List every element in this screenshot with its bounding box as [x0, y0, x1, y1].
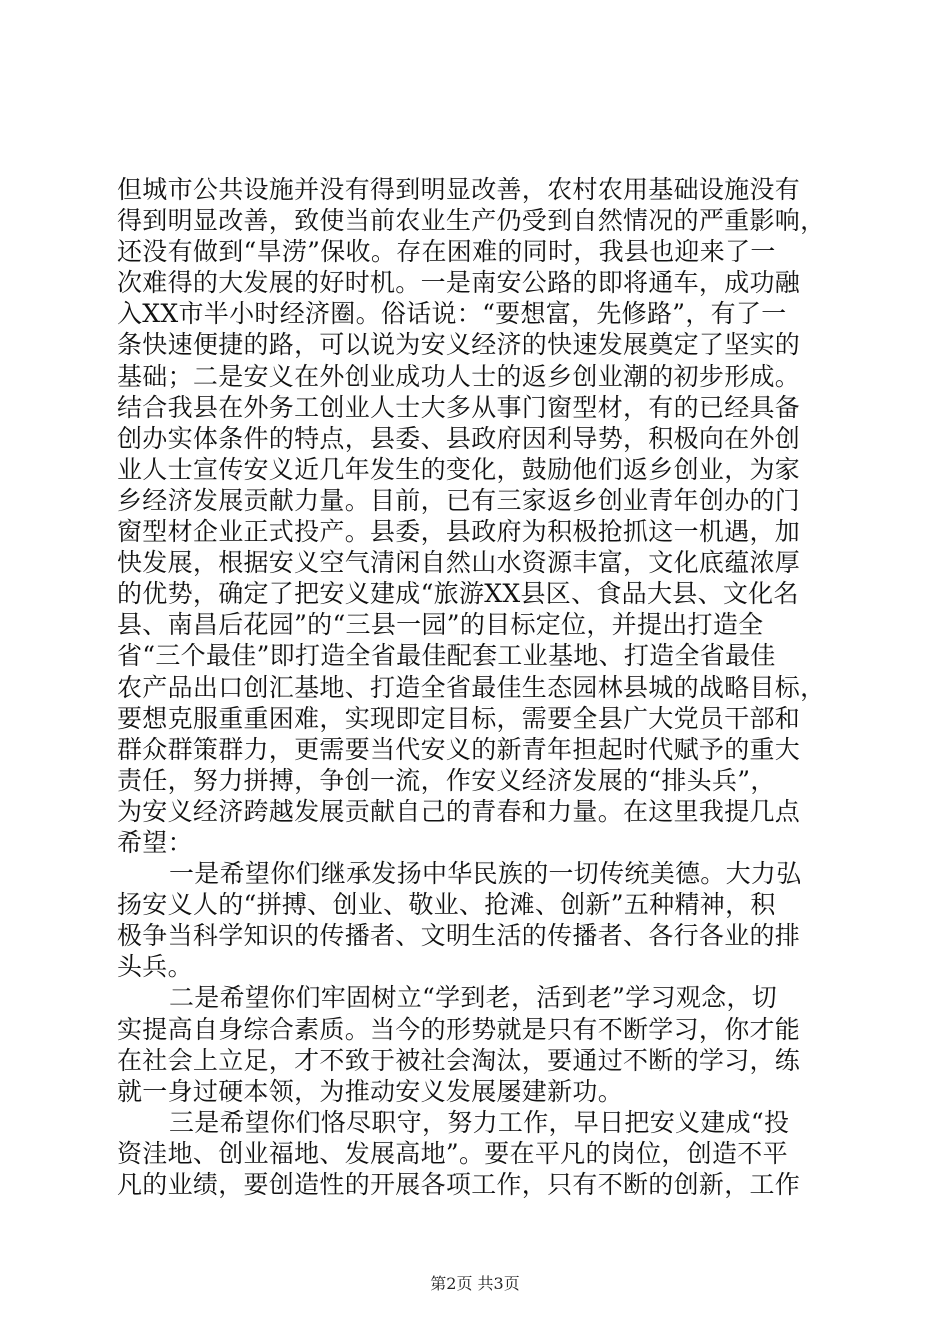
text-line: 结合我县在外务工创业人士大多从事门窗型材，有的已经具备: [117, 392, 801, 422]
text-line: 基础；二是安义在外创业成功人士的返乡创业潮的初步形成。: [117, 361, 801, 391]
text-line: 凡的业绩，要创造性的开展各项工作，只有不断的创新，工作: [117, 1170, 801, 1199]
text-line: 在社会上立足，才不致于被社会淘汰，要通过不断的学习，练: [117, 1045, 801, 1075]
text-line: 群众群策群力，更需要当代安义的新青年担起时代赋予的重大: [117, 734, 801, 764]
text-line: 得到明显改善，致使当前农业生产仍受到自然情况的严重影响，: [117, 206, 826, 236]
text-line: 农产品出口创汇基地、打造全省最佳生态园林县城的战略目标，: [117, 672, 826, 702]
text-line: 次难得的大发展的好时机。一是南安公路的即将通车，成功融: [117, 268, 801, 298]
text-line: 条快速便捷的路，可以说为安义经济的快速发展奠定了坚实的: [117, 330, 801, 360]
text-line: 的优势，确定了把安义建成“旅游XX县区、食品大县、文化名: [117, 579, 799, 609]
paragraph-hope-three: [117, 1107, 832, 1200]
text-line: 入XX市半小时经济圈。俗话说：“要想富，先修路”，有了一: [117, 299, 787, 329]
text-line: 二是希望你们牢固树立“学到老，活到老”学习观念，切: [169, 983, 778, 1013]
text-line: 窗型材企业正式投产。县委，县政府为积极抢抓这一机遇，加: [117, 517, 801, 547]
text-line: 为安义经济跨越发展贡献自己的青春和力量。在这里我提几点: [117, 796, 801, 826]
text-line: 三是希望你们恪尽职守，努力工作，早日把安义建成“投: [169, 1107, 790, 1137]
text-line: 责任，努力拼搏，争创一流，作安义经济发展的“排头兵”，: [117, 765, 776, 795]
paragraph-hope-two: [117, 982, 832, 1106]
text-line: 一是希望你们继承发扬中华民族的一切传统美德。大力弘: [169, 859, 802, 889]
text-line: 要想克服重重困难，实现即定目标，需要全县广大党员干部和: [117, 703, 801, 733]
text-line: 省“三个最佳”即打造全省最佳配套工业基地、打造全省最佳: [117, 641, 776, 671]
page-number-footer: 第2页 共3页: [430, 1274, 520, 1293]
paragraph-intro: [117, 174, 832, 858]
text-line: 极争当科学知识的传播者、文明生活的传播者、各行各业的排: [117, 921, 801, 951]
text-line: 创办实体条件的特点，县委、县政府因利导势，积极向在外创: [117, 423, 801, 453]
text-line: 还没有做到“旱涝”保收。存在困难的同时，我县也迎来了一: [117, 237, 776, 267]
text-line: 就一身过硬本领，为推动安义发展屡建新功。: [117, 1076, 624, 1106]
document-body: [117, 174, 832, 1200]
paragraph-hope-one: [117, 858, 832, 982]
text-line: 但城市公共设施并没有得到明显改善，农村农用基础设施没有: [117, 175, 801, 204]
text-line: 快发展，根据安义空气清闲自然山水资源丰富，文化底蕴浓厚: [117, 548, 801, 578]
text-line: 希望：: [117, 827, 193, 857]
text-line: 县、南昌后花园”的“三县一园”的目标定位，并提出打造全: [117, 610, 764, 640]
text-line: 资洼地、创业福地、发展高地”。要在平凡的岗位，创造不平: [117, 1138, 788, 1168]
text-line: 扬安义人的“拼搏、创业、敬业、抢滩、创新”五种精神，积: [117, 890, 776, 920]
text-line: 头兵。: [117, 952, 193, 982]
text-line: 实提高自身综合素质。当今的形势就是只有不断学习，你才能: [117, 1014, 801, 1044]
text-line: 乡经济发展贡献力量。目前，已有三家返乡创业青年创办的门: [117, 485, 801, 515]
text-line: 业人士宣传安义近几年发生的变化，鼓励他们返乡创业，为家: [117, 454, 801, 484]
